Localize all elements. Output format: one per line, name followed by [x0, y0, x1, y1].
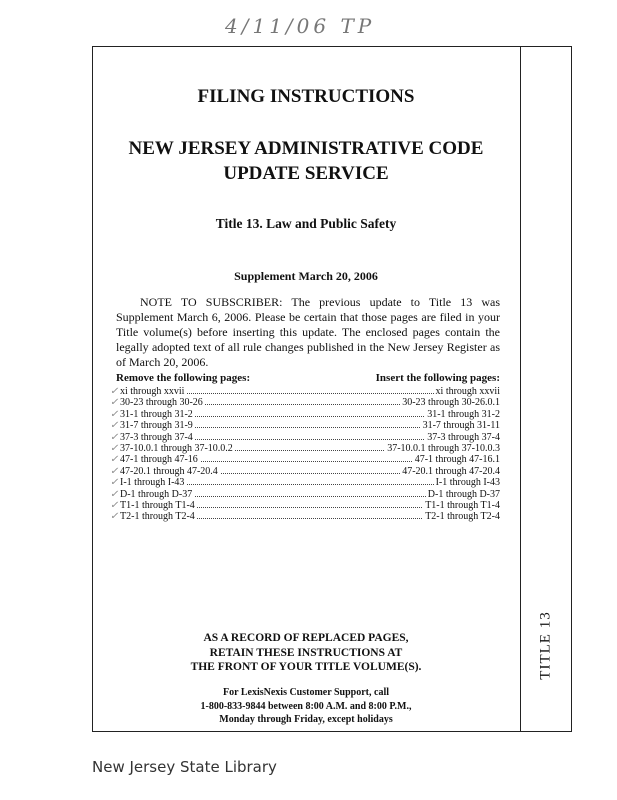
document-content: [92, 46, 520, 732]
list-row: [92, 489, 520, 500]
remove-pages: I-1 through I-43: [120, 477, 185, 489]
check-mark-icon: ✓: [110, 499, 119, 511]
remove-pages: 31-7 through 31-9: [120, 420, 193, 432]
support-line1: For LexisNexis Customer Support, call: [222, 687, 389, 698]
insert-pages: 30-23 through 30-26.0.1: [402, 397, 500, 409]
insert-pages: 31-1 through 31-2: [427, 408, 500, 420]
remove-pages: xi through xxvii: [120, 386, 185, 397]
remove-pages: D-1 through D-37: [120, 488, 193, 500]
supplement-date: Supplement March 20, 2006: [234, 269, 378, 283]
insert-pages: 47-1 through 47-16.1: [414, 454, 500, 466]
insert-pages: T2-1 through T2-4: [425, 511, 500, 523]
list-row: [92, 420, 520, 431]
title-number: Title 13. Law and Public Safety: [215, 216, 397, 231]
list-header: [92, 372, 520, 386]
insert-pages: 47-20.1 through 47-20.4: [402, 465, 500, 477]
check-mark-icon: ✓: [110, 420, 119, 432]
check-mark-icon: ✓: [110, 465, 119, 477]
code-heading-line2: UPDATE SERVICE: [223, 163, 389, 184]
list-row: [92, 511, 520, 522]
list-row: [92, 432, 520, 443]
check-mark-icon: ✓: [110, 454, 119, 466]
insert-header: Insert the following pages:: [375, 372, 500, 384]
record-line3: THE FRONT OF YOUR TITLE VOLUME(S).: [190, 661, 422, 673]
insert-pages: 31-7 through 31-11: [422, 420, 500, 432]
check-mark-icon: ✓: [110, 397, 119, 409]
support-line2: 1-800-833-9844 between 8:00 A.M. and 8:00 P.M.,: [200, 700, 412, 712]
check-mark-icon: ✓: [110, 431, 119, 443]
title-tab: [521, 560, 572, 730]
list-row: [92, 386, 520, 397]
page-replacement-list: [92, 372, 520, 523]
list-row: [92, 466, 520, 477]
list-row: [92, 443, 520, 454]
remove-pages: 30-23 through 30-26: [120, 397, 203, 409]
list-row: [92, 500, 520, 511]
remove-pages: 37-10.0.1 through 37-10.0.2: [120, 442, 233, 454]
remove-pages: 37-3 through 37-4: [120, 431, 193, 443]
subscriber-note: [116, 295, 500, 370]
insert-pages: 37-10.0.1 through 37-10.0.3: [387, 442, 500, 454]
record-line1: AS A RECORD OF REPLACED PAGES,: [203, 632, 409, 644]
remove-header: Remove the following pages:: [116, 372, 251, 384]
check-mark-icon: ✓: [110, 386, 119, 397]
insert-pages: D-1 through D-37: [427, 488, 500, 500]
check-mark-icon: ✓: [110, 488, 119, 500]
record-instructions: [92, 631, 520, 675]
remove-pages: 31-1 through 31-2: [120, 408, 193, 420]
list-row: [92, 397, 520, 408]
support-line3: Monday through Friday, except holidays: [219, 714, 393, 725]
check-mark-icon: ✓: [110, 477, 119, 489]
library-stamp: New Jersey State Library: [92, 758, 277, 776]
list-rows: [92, 386, 520, 523]
customer-support: [92, 686, 520, 727]
check-mark-icon: ✓: [110, 442, 119, 454]
note-label: NOTE TO SUBSCRIBER:: [140, 295, 283, 309]
check-mark-icon: ✓: [110, 511, 119, 523]
record-line2: RETAIN THESE INSTRUCTIONS AT: [209, 646, 403, 659]
check-mark-icon: ✓: [110, 408, 119, 420]
insert-pages: I-1 through I-43: [435, 477, 500, 489]
code-heading-line1: NEW JERSEY ADMINISTRATIVE CODE: [128, 138, 484, 159]
remove-pages: 47-1 through 47-16: [120, 454, 198, 466]
handwritten-date-note: 4/11/06 TP: [225, 14, 376, 38]
remove-pages: T1-1 through T1-4: [120, 499, 195, 511]
code-heading: [92, 136, 520, 186]
list-row: [92, 409, 520, 420]
remove-pages: T2-1 through T2-4: [120, 511, 195, 523]
insert-pages: 37-3 through 37-4: [427, 431, 500, 443]
note-text: The previous update to Title 13 was Supplement March 6, 2006. Please be certain that those pages are filed in your Title volume(s) before inserting this update. The enclosed pages contain the legally adopted text of all rule changes published in the New Jersey Register as of March 20, 2006.: [116, 295, 501, 369]
remove-pages: 47-20.1 through 47-20.4: [120, 465, 218, 477]
list-row: [92, 477, 520, 488]
insert-pages: xi through xxvii: [435, 386, 500, 397]
document-title: FILING INSTRUCTIONS: [197, 86, 415, 107]
list-row: [92, 454, 520, 465]
insert-pages: T1-1 through T1-4: [425, 499, 500, 511]
title-tab-label: TITLE 13: [538, 610, 554, 680]
